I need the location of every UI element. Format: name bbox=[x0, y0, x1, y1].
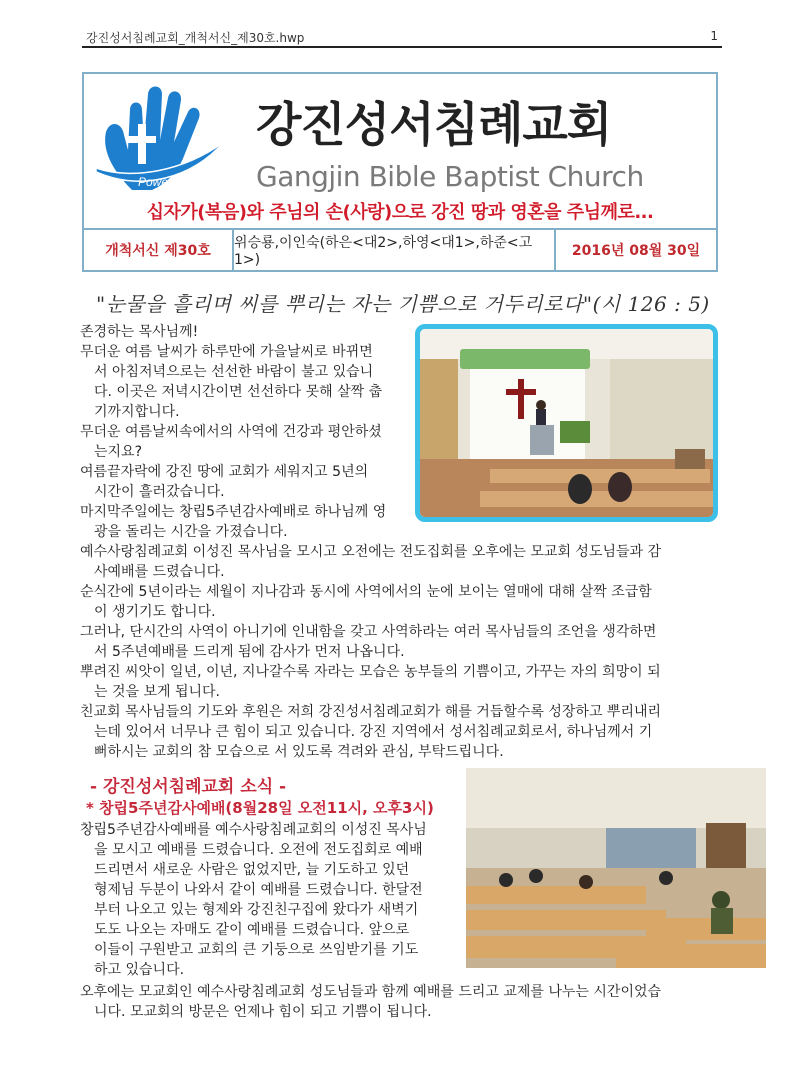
news-line: 니다. 모교회의 방문은 언제나 힘이 되고 기쁨이 됩니다. bbox=[94, 1004, 432, 1020]
letter-line: 친교회 목사님들의 기도와 후원은 저희 강진성서침례교회가 해를 거듭할수록 성장하고 뿌리내리 bbox=[80, 704, 662, 720]
page-number: 1 bbox=[710, 29, 718, 43]
letter-line: 무더운 여름날씨속에서의 사역에 건강과 평안하셨 bbox=[80, 424, 382, 440]
letter-line: 뿌려진 씨앗이 일년, 이년, 지나갈수록 자라는 모습은 농부들의 기쁨이고, 가꾸는 자의 희망이 되 bbox=[80, 664, 661, 680]
masthead bbox=[82, 72, 718, 272]
news-line: 드리면서 새로운 사람은 없었지만, 늘 기도하고 있던 bbox=[94, 862, 410, 878]
letter-line: 서 아침저녁으로는 선선한 바람이 불고 있습니 bbox=[94, 364, 374, 380]
letter-line: 시간이 흘러갔습니다. bbox=[94, 484, 225, 500]
news-section-title: - 강진성서침례교회 소식 - bbox=[90, 777, 287, 797]
news-section-subtitle: * 창립5주년감사예배(8월28일 오전11시, 오후3시) bbox=[86, 799, 434, 817]
file-name: 강진성서침례교회_개척서신_제30호.hwp bbox=[86, 31, 305, 45]
worship-service-photo bbox=[415, 324, 718, 522]
worship-service-image bbox=[420, 329, 713, 517]
letter-line: 는 것을 보게 됩니다. bbox=[94, 684, 220, 700]
letter-line: 는데 있어서 너무나 큰 힘이 되고 있습니다. 강진 지역에서 성서침례교회로서, 하나님께서 기 bbox=[94, 724, 653, 740]
logo-text: Power bbox=[138, 175, 173, 189]
family-names: 위승룡,이인숙(하은<대2>,하영<대1>,하준<고1>) bbox=[234, 230, 556, 270]
letter-line: 이 생기기도 합니다. bbox=[94, 604, 216, 620]
scripture-verse: "눈물을 흘리며 씨를 뿌리는 자는 기쁨으로 거두리로다"(시 126 : 5) bbox=[96, 292, 710, 316]
news-line: 형제님 두분이 나와서 같이 예배를 드렸습니다. 한달전 bbox=[94, 882, 423, 898]
letter-line: 무더운 여름 날씨가 하루만에 가을날씨로 바뀌면 bbox=[80, 344, 373, 360]
letter-line: 예수사랑침례교회 이성진 목사님을 모시고 오전에는 전도집회를 오후에는 모교회 성도님들과 감 bbox=[80, 544, 662, 560]
news-line: 오후에는 모교회인 예수사랑침례교회 성도님들과 함께 예배를 드리고 교제를 나누는 시간이었습 bbox=[80, 984, 662, 1000]
church-name-english: Gangjin Bible Baptist Church bbox=[256, 160, 644, 193]
church-name-korean: 강진성서침례교회 bbox=[256, 98, 612, 153]
news-line: 도도 나오는 자매도 같이 예배를 드렸습니다. 앞으로 bbox=[94, 922, 410, 938]
letter-line: 다. 이곳은 저녁시간이면 선선하다 못해 살짝 춥 bbox=[94, 384, 383, 400]
news-line: 이들이 구원받고 교회의 큰 기둥으로 쓰임받기를 기도 bbox=[94, 942, 419, 958]
letter-line: 뻐하시는 교회의 참 모습으로 서 있도록 격려와 관심, 부탁드립니다. bbox=[94, 744, 504, 760]
news-line: 부터 나오고 있는 형제와 강진친구집에 왔다가 새벽기 bbox=[94, 902, 419, 918]
congregation-image bbox=[466, 768, 766, 968]
issue-info-bar bbox=[84, 228, 716, 270]
news-line: 하고 있습니다. bbox=[94, 962, 185, 978]
news-line: 창립5주년감사예배를 예수사랑침례교회의 이성진 목사님 bbox=[80, 822, 427, 838]
letter-line: 마지막주일에는 창립5주년감사예배로 하나님께 영 bbox=[80, 504, 387, 520]
hand-cross-logo-icon bbox=[92, 80, 232, 200]
letter-line: 는지요? bbox=[94, 444, 143, 460]
letter-line: 그러나, 단시간의 사역이 아니기에 인내함을 갖고 사역하라는 여러 목사님들의 조언을 생각하면 bbox=[80, 624, 657, 640]
issue-number: 개척서신 제30호 bbox=[84, 230, 234, 270]
letter-line: 기까지합니다. bbox=[94, 404, 180, 420]
news-line: 을 모시고 예배를 드렸습니다. 오전에 전도집회로 예배 bbox=[94, 842, 423, 858]
letter-line: 광을 돌리는 시간을 가졌습니다. bbox=[94, 524, 288, 540]
letter-line: 존경하는 목사님께! bbox=[80, 324, 199, 340]
letter-line: 여름끝자락에 강진 땅에 교회가 세워지고 5년의 bbox=[80, 464, 369, 480]
letter-line: 순식간에 5년이라는 세월이 지나감과 동시에 사역에서의 눈에 보이는 열매에 대해 살짝 조급함 bbox=[80, 584, 652, 600]
letter-line: 서 5주년예배를 드리게 됨에 감사가 먼저 나옵니다. bbox=[94, 644, 405, 660]
congregation-photo bbox=[466, 768, 766, 968]
issue-date: 2016년 08월 30일 bbox=[571, 243, 701, 259]
letter-line: 사예배를 드렸습니다. bbox=[94, 564, 225, 580]
slogan: 십자가(복음)와 주님의 손(사랑)으로 강진 땅과 영혼을 주님께로... bbox=[146, 202, 654, 223]
file-header bbox=[82, 26, 722, 48]
